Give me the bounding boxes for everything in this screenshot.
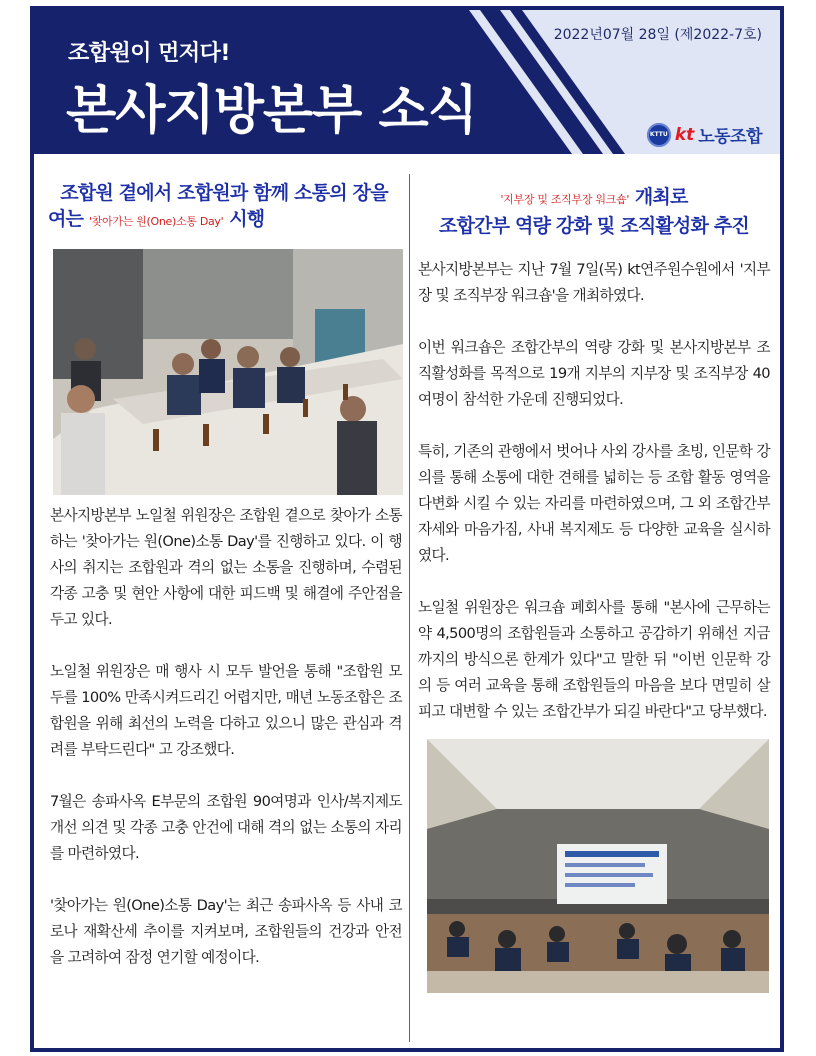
left-paragraph-3: 7월은 송파사옥 E부문의 조합원 90여명과 인사/복지제도 개선 의견 및 각종 고충 안건에 대해 격의 없는 소통의 자리를 마련하였다. (50, 793, 402, 862)
right-headline-event: '지부장 및 조직부장 워크숍' (500, 193, 630, 206)
newsletter-page (30, 6, 784, 1052)
workshop-photo (422, 739, 774, 993)
masthead-title: 본사지방본부 소식 (66, 81, 477, 141)
logo-text: 노동조합 (698, 127, 762, 147)
right-paragraph-2: 이번 워크숍은 조합간부의 역량 강화 및 본사지방본부 조직활성화를 목적으로 19개 지부의 지부장 및 조직부장 40여명이 참석한 가운데 진행되었다. (418, 339, 770, 408)
right-headline-line2: 조합간부 역량 강화 및 조직활성화 추진 (439, 215, 749, 237)
right-body (418, 257, 770, 725)
meeting-photo (50, 249, 406, 495)
issue-date: 2022년07월 28일 (제2022-7호) (553, 27, 762, 43)
column-divider (409, 174, 410, 1042)
left-headline (46, 180, 402, 235)
left-body (46, 503, 402, 971)
header-banner (34, 10, 780, 154)
left-headline-suffix: 시행 (223, 208, 265, 230)
left-paragraph-4: '찾아가는 원(One)소통 Day'는 최근 송파사옥 등 사내 코로나 재확산세 추이를 지켜보며, 조합원들의 건강과 안전을 고려하여 잠정 연기할 예정이다. (50, 897, 402, 966)
left-headline-line2 (46, 206, 402, 235)
right-headline (418, 184, 770, 239)
right-paragraph-3: 특히, 기존의 관행에서 벗어나 사외 강사를 초빙, 인문학 강의를 통해 소통에 대한 견해를 넓히는 등 조합 활동 영역을 다변화 시킬 수 있는 자리를 마련하였으며, 그 외 조합간부 자세와 마음가짐, 사내 복지제도 등 다양한 교육을 실시하였다. (418, 443, 770, 564)
right-headline-line1-suffix: 개최로 (629, 186, 688, 208)
left-headline-prefix: 여는 (48, 208, 89, 230)
header-kicker: 조합원이 먼저다! (68, 41, 230, 66)
right-paragraph-4: 노일철 위원장은 워크숍 폐회사를 통해 "본사에 근무하는 약 4,500명의 조합원들과 소통하고 공감하기 위해선 지금까지의 방식으론 한계가 있다"고 말한 뒤 "이번 인문학 강의 등 여러 교육을 통해 조합원들의 마음을 보다 면밀히 살피고 대변할 수 있는 조합간부가 되길 바란다"고 당부했다. (418, 599, 770, 720)
union-logo (647, 122, 762, 147)
left-paragraph-1: 본사지방본부 노일철 위원장은 조합원 곁으로 찾아가 소통하는 '찾아가는 원(One)소통 Day'를 진행하고 있다. 이 행사의 취지는 조합원과 격의 없는 소통을 진행하며, 수렴된 각종 고충 및 현안 사항에 대한 피드백 및 해결에 주안점을 두고 있다. (50, 507, 402, 628)
left-headline-event: '찾아가는 원(One)소통 Day' (88, 215, 224, 228)
union-seal-icon: KTTU (647, 123, 671, 147)
right-paragraph-1: 본사지방본부는 지난 7월 7일(목) kt연주원수원에서 '지부장 및 조직부장 워크숍'을 개최하였다. (418, 261, 770, 304)
left-paragraph-2: 노일철 위원장은 매 행사 시 모두 발언을 통해 "조합원 모두를 100% 만족시켜드리긴 어렵지만, 매년 노동조합은 조합원을 위해 최선의 노력을 다하고 있으니 많은 관심과 격려를 부탁드린다" 고 강조했다. (50, 663, 402, 758)
right-article (418, 170, 770, 993)
left-article (46, 170, 402, 997)
left-headline-line1: 조합원 곁에서 조합원과 함께 소통의 장을 (60, 182, 388, 204)
right-headline-line1 (418, 184, 770, 213)
logo-brand: kt (674, 124, 695, 145)
